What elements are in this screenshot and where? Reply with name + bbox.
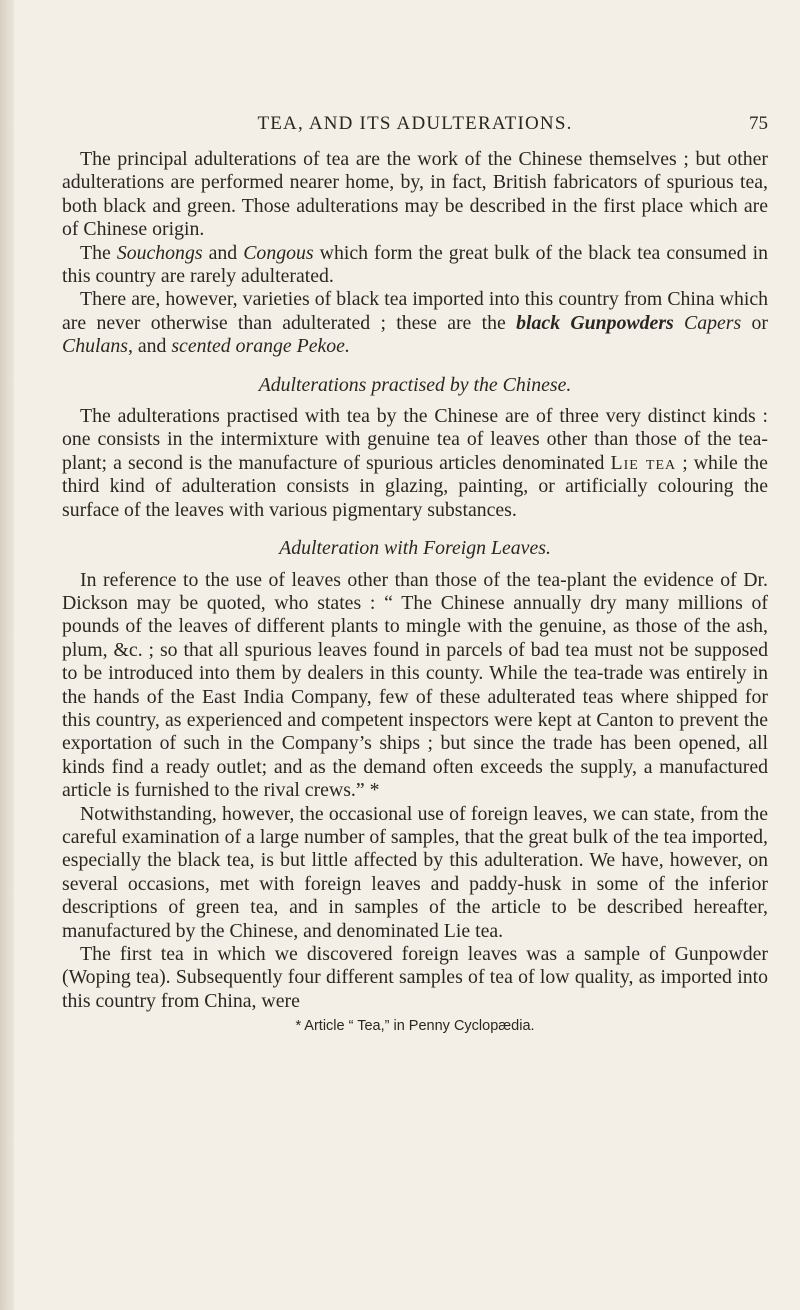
intro-paragraph-2: The Souchongs and Congous which form the great bulk of the black tea consumed in this country are rarely adulterated. — [62, 241, 768, 288]
running-title: TEA, AND ITS ADULTERATIONS. — [257, 113, 573, 134]
section2-paragraph-1: In reference to the use of leaves other than those of the tea-plant the evidence of Dr. Dickson may be quoted, who states : “ The Chinese annually dry many millions of pounds of the leaves of different plants to mingle with the genuine, as those of the ash, plum, &c. ; so that all spurious leaves found in parcels of bad tea must not be supposed to be introduced into them by dealers in this county. While the tea-trade was entirely in the hands of the East India Company, few of these adulterated teas where shipped for this country, as experienced and competent inspectors were kept at Canton to prevent the exportation of such in the Company’s ships ; but since the trade has been opened, all kinds find a ready outlet; and as the demand often exceeds the supply, a manufactured article is furnished to the rival crews.” * — [62, 568, 768, 802]
page-number: 75 — [749, 113, 768, 134]
intro-paragraph-3: There are, however, varieties of black tea imported into this country from China which are never otherwise than adulterated ; these are the black Gunpowders Capers or Chulans, and scented orange Pekoe. — [62, 288, 768, 358]
section1-paragraph-1: The adulterations practised with tea by the Chinese are of three very distinct kinds : one consists in the intermixture with genuine tea of leaves other than those of the tea-plant; a second is the manufacture of spurious articles denominated Lie tea ; while the third kind of adulteration consists in glazing, painting, or artificially colouring the surface of the leaves with various pigmentary substances. — [62, 405, 768, 521]
page-header — [62, 112, 768, 138]
section2-paragraph-2: Notwithstanding, however, the occasional use of foreign leaves, we can state, from the careful examination of a large number of samples, that the great bulk of the tea imported, especially the black tea, is but little affected by this adulteration. We have, however, on several occasions, met with foreign leaves and paddy-husk in some of the inferior descriptions of green tea, and in samples of the article to be described hereafter, manufactured by the Chinese, and denominated Lie tea. — [62, 802, 768, 942]
footnote: * Article “ Tea,” in Penny Cyclopædia. — [295, 1018, 535, 1035]
section2-paragraph-3: The first tea in which we discovered foreign leaves was a sample of Gunpowder (Woping tea). Subsequently four different samples of tea of low quality, as imported into this country from China, were — [62, 943, 768, 1012]
book-page — [62, 112, 768, 1039]
intro-paragraph-1: The principal adulterations of tea are the work of the Chinese themselves ; but other adulterations are performed nearer home, by, in fact, British fabricators of spurious tea, both black and green. Those adulterations may be described in the first place which are of Chinese origin. — [62, 148, 768, 241]
section-heading-chinese-adulterations: Adulterations practised by the Chinese. — [258, 373, 572, 396]
section-heading-foreign-leaves: Adulteration with Foreign Leaves. — [279, 537, 551, 560]
binding-gutter — [0, 0, 14, 1310]
